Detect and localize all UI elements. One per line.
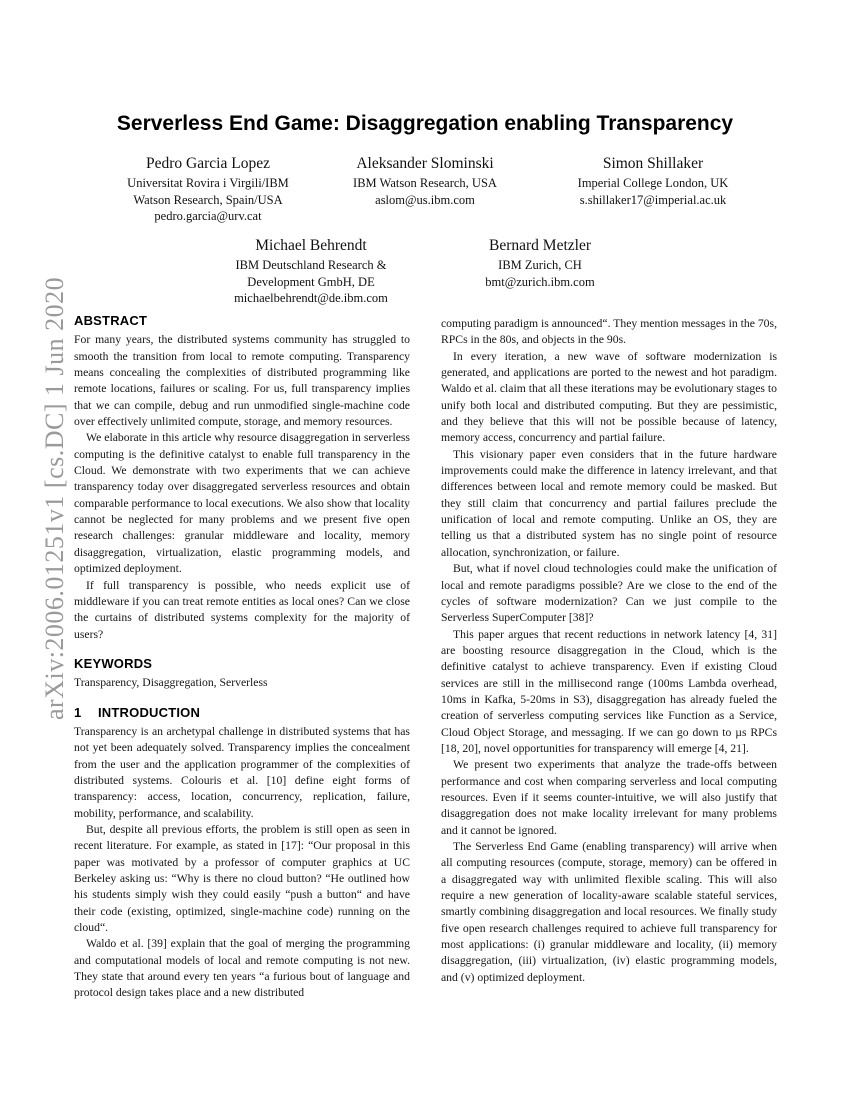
author-affiliation: Imperial College London, UK [577, 176, 729, 190]
keywords-heading: KEYWORDS [74, 655, 153, 671]
author-affiliation: IBM Watson Research, USA [353, 176, 497, 190]
author-affiliation: Development GmbH, DE [247, 274, 375, 289]
author-affiliation: IBM Deutschland Research & [235, 258, 387, 272]
author-affiliation: IBM Zurich, CH [498, 258, 582, 272]
author-block [429, 236, 651, 290]
author-name: Aleksander Slominski [356, 155, 494, 172]
author-email: bmt@zurich.ibm.com [485, 274, 595, 289]
section-heading [74, 705, 410, 721]
body-paragraph: computing paradigm is announced“. They mention messages in the 70s, RPCs in the 80s, and objects in the 90s. [441, 317, 777, 347]
abstract-heading: ABSTRACT [74, 313, 148, 328]
section-title: INTRODUCTION [98, 704, 201, 720]
body-paragraph: The Serverless End Game (enabling transparency) will arrive when all computing resources (compute, storage, memory) can be offered in a disaggregated way with unlimited flexible scaling. This will also require a new generation of locality-aware scalable stateful services, smartly combining disaggregation and local resources. We finally study five open research challenges required to achieve full transparency for most applications: (i) granular middleware and locality, (ii) memory disaggregation, (iii) virtualization, (iv) elastic programming models, and (v) optimized deployment. [441, 840, 777, 984]
body-paragraph: In every iteration, a new wave of software modernization is generated, and applications are ported to the newest and hot paradigm. Waldo et al. claim that all these iterations may be evolutionary stages to unify both local and distributed computing. But they are pessimistic, and they believe that this will not be possible because of latency, memory access, concurrency and partial failure. [441, 349, 777, 445]
keywords-text: Transparency, Disaggregation, Serverless [74, 676, 268, 690]
body-paragraph: Waldo et al. [39] explain that the goal of merging the programming and computational models of local and remote computing is not new. They state that around every ten years “a furious bout of language and protocol design takes place and a new distributed [74, 937, 410, 1000]
body-paragraph: We present two experiments that analyze the trade-offs between performance and cost when comparing serverless and local computing resources. Even if it seems counter-intuitive, we will also justify that disaggregation does not make locality irrelevant for many problems and it cannot be ignored. [441, 758, 777, 837]
body-paragraph: But, what if novel cloud technologies could make the unification of local and remote paradigms possible? Are we close to the end of the cycles of software modernization? Can we just compile to the Serverless SuperComputer [38]? [441, 562, 777, 625]
author-block [315, 154, 535, 208]
author-affiliation: Universitat Rovira i Virgili/IBM [127, 176, 289, 190]
abstract-paragraph: If full transparency is possible, who needs explicit use of middleware if you can treat remote entities as local ones? Can we close the curtains of distributed systems complexity for the majority of users? [74, 578, 410, 641]
body-paragraph: But, despite all previous efforts, the problem is still open as seen in recent literature. For example, as stated in [17]: “Our proposal in this paper was motivated by a professor of computer graphics at UC Berkeley asking us: “Why is there no cloud button? “He outlined how his students simply wish they could easily “push a button“ and have their code (existing, optimized, single-machine code) running on the cloud“. [74, 822, 410, 935]
author-email: pedro.garcia@urv.cat [154, 209, 262, 224]
author-email: s.shillaker17@imperial.ac.uk [579, 192, 727, 207]
author-block [543, 154, 763, 208]
author-affiliation: Watson Research, Spain/USA [133, 192, 283, 207]
paper-title: Serverless End Game: Disaggregation enabling Transparency [116, 112, 734, 135]
author-name: Bernard Metzler [489, 237, 591, 254]
left-column [74, 313, 410, 1002]
author-email: aslom@us.ibm.com [375, 192, 475, 207]
author-name: Simon Shillaker [602, 155, 704, 172]
arxiv-identifier-stamp: arXiv:2006.01251v1 [cs.DC] 1 Jun 2020 [40, 276, 69, 720]
right-column [441, 316, 777, 986]
author-name: Michael Behrendt [255, 237, 367, 254]
author-email: michaelbehrendt@de.ibm.com [234, 291, 388, 306]
author-block [200, 236, 422, 307]
section-number: 1 [74, 704, 82, 720]
author-name: Pedro Garcia Lopez [146, 155, 270, 172]
author-block [98, 154, 318, 225]
body-paragraph: This visionary paper even considers that in the future hardware improvements could make the difference in latency irrelevant, and that differences between local and remote memory could be masked. But they still claim that concurrency and partial failures preclude the unification of local and remote computing. Unlike an OS, they are telling us that a distributed system has no single point of resource allocation, synchronization, or failure. [441, 447, 777, 559]
abstract-paragraph: For many years, the distributed systems community has struggled to smooth the transition from local to remote computing. Transparency means concealing the complexities of distributed programming like remote locations, failures or scaling. For us, full transparency implies that we can compile, debug and run unmodified single-machine code over effectively unlimited compute, storage, and memory resources. [74, 333, 410, 429]
body-paragraph: Transparency is an archetypal challenge in distributed systems that has not yet been adequately solved. Transparency implies the concealment from the user and the application programmer of the complexities of distributed systems. Colouris et al. [10] define eight forms of transparency: access, location, concurrency, replication, failure, mobility, performance, and scalability. [74, 724, 410, 820]
abstract-paragraph: We elaborate in this article why resource disaggregation in serverless computing is the definitive catalyst to enable full transparency in the Cloud. We demonstrate with two experiments that we can achieve transparency today over disaggregated serverless resources and obtain comparable performance to local executions. We also show that locality cannot be neglected for many problems and we present five open research challenges: granular middleware and locality, memory disaggregation, virtualization, elastic programming models, and optimized deployment. [74, 431, 410, 576]
body-paragraph: This paper argues that recent reductions in network latency [4, 31] are boosting resource disaggregation in the Cloud, which is the definitive catalyst to achieve transparency. Even if existing Cloud services are still in the millisecond range (100ms Lambda overhead, 10ms in Kafka, 5-20ms in S3), disaggregation has already fueled the creation of serverless computing services like Function as a Service, Cloud Object Storage, and messaging. If we can go down to µs RPCs [18, 20], novel opportunities for transparency will emerge [4, 21]. [441, 627, 777, 755]
